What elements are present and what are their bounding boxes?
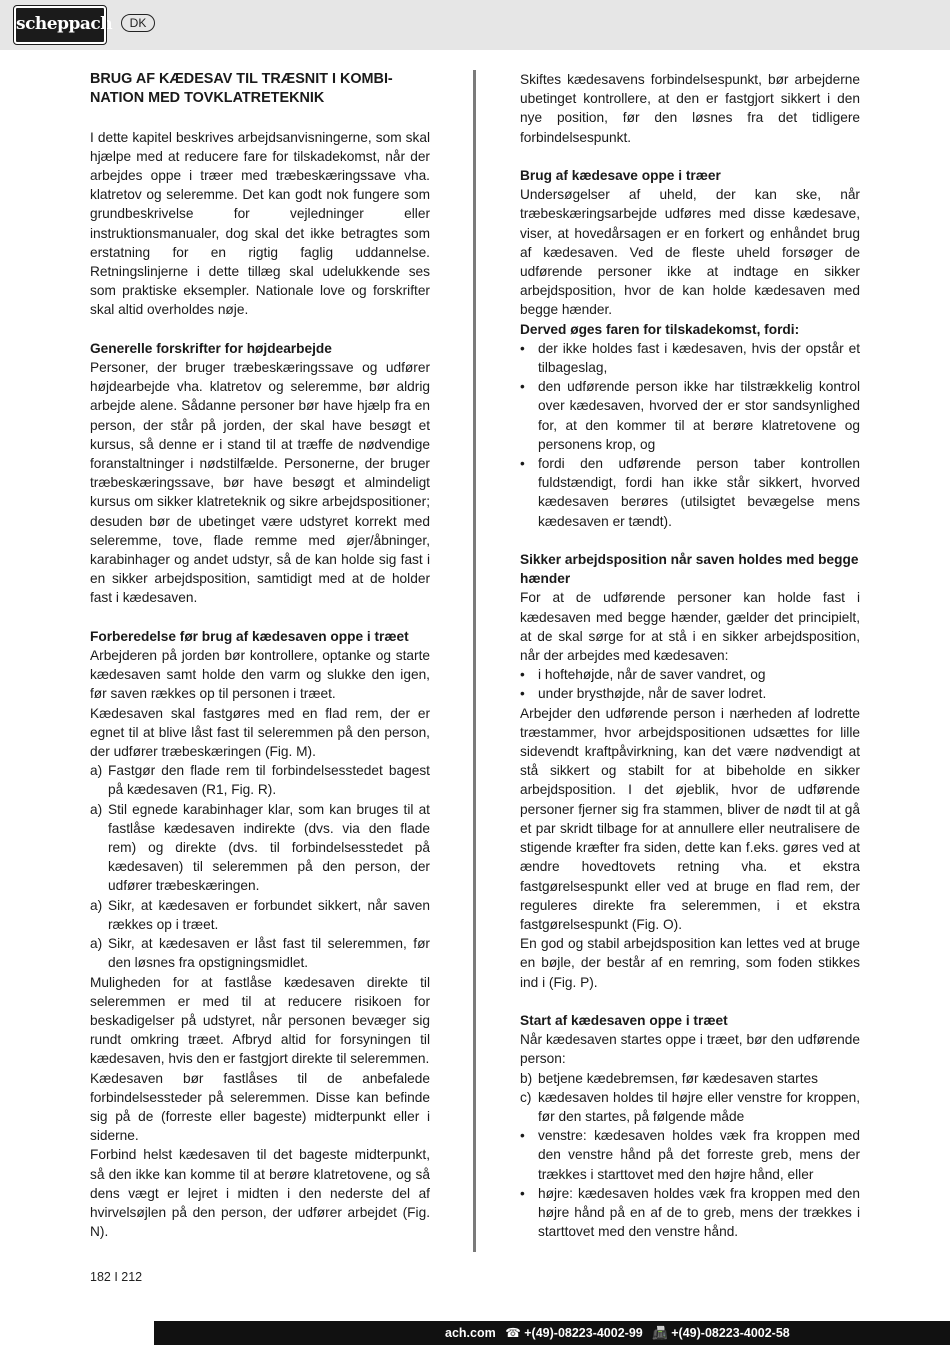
list-item <box>520 665 860 684</box>
list-text: der ikke holdes fast i kædesaven, hvis der opstår et tilbageslag, <box>538 340 860 376</box>
list-text: Sikr, at kædesaven er låst fast til seleremmen, før den løsnes fra opstigningsmidlet. <box>108 936 430 971</box>
safe-paragraph: For at de udførende personer kan holde fast i kædesaven med begge hænder, gælder det principielt, at de skal sørge for at stå i en sikker arbejdsposition, når der arbejdes med kædesaven: <box>520 590 860 664</box>
change-paragraph: Skiftes kædesavens forbindelsespunkt, bør arbejderne ubetinget kontrollere, at den er fastgjort sikkert i den nye position, før den løsnes fra det tidligere forbindelsespunkt. <box>520 72 860 145</box>
list-item <box>90 896 430 934</box>
safe-paragraph-3: En god og stabil arbejdsposition kan lettes ved at bruge en bøjle, der består af en remring, som foden stikkes ind i (Fig. P). <box>520 936 860 990</box>
list-item <box>520 1088 860 1126</box>
section-title: BRUG AF KÆDESAV TIL TRÆSNIT I KOMBI-NATION MED TOVKLATRETEKNIK <box>90 71 393 107</box>
bullet-marker: • <box>520 686 525 702</box>
list-text: kædesaven holdes til højre eller venstre for kroppen, før den startes, på følgende måde <box>538 1089 860 1124</box>
prep-heading: Forberedelse før brug af kædesaven oppe i træet <box>90 628 409 644</box>
prep-paragraph-2: Kædesaven skal fastgøres med en flad rem, der er egnet til at blive låst fast til seleremmen på den person, der udfører træbeskæringen (Fig. M). <box>90 705 430 760</box>
list-marker: b) <box>520 1070 533 1086</box>
prep-paragraph-5: Forbind helst kædesaven til det bageste midterpunkt, så den ikke kan komme til at berøre klatretovene, og så dens vægt er lejret i midten i den nederste del af hvirvelsøjlen på den person, der udfører arbejdet (Fig. N). <box>90 1147 430 1240</box>
list-text: i hoftehøjde, når de saver vandret, og <box>538 667 766 683</box>
list-text: fordi den udførende person taber kontrollen fuldstændigt, fordi han ikke står sikkert, hvorved kædesaven berøres (utilsigtet bevægelse mens kædesaven er tændt). <box>538 456 860 529</box>
list-marker: a) <box>90 763 103 779</box>
list-item <box>90 800 430 896</box>
use-heading: Brug af kædesave oppe i træer <box>520 168 721 183</box>
page-number: 182 I 212 <box>90 1270 143 1284</box>
prep-paragraph-1: Arbejderen på jorden bør kontrollere, optanke og starte kædesaven samt holde den varm og slukke den igen, før saven rækkes op til personen i træet. <box>90 648 430 702</box>
website-text: ach.com <box>445 1326 496 1340</box>
risk-heading: Derved øges faren for tilskadekomst, fordi: <box>520 321 800 337</box>
list-item <box>520 454 860 531</box>
list-item <box>520 684 860 703</box>
intro-paragraph: I dette kapitel beskrives arbejdsanvisningerne, som skal hjælpe med at reducere fare for tilskadekomst, når der arbejdes oppe i træer med træbeskæringssave vha. klatretov og seleremme. Det kan godt nok fungere som grundbeskrivelse for vejledninger eller instruktionsmanualer, dog skal det ikke betragtes som erstatning for en rigtig faglig uddannelse. Retningslinjerne i dette tillæg skal udelukkende ses som praktiske eksempler. Nationale love og forskrifter skal altid overholdes nøje. <box>90 129 430 318</box>
list-text: højre: kædesaven holdes væk fra kroppen med den højre hånd på en af de to greb, mens der trækkes i starttovet med den venstre hånd. <box>538 1185 860 1240</box>
bullet-marker: • <box>520 1185 525 1201</box>
list-item <box>520 1126 860 1184</box>
list-item <box>520 339 860 377</box>
use-paragraph: Undersøgelser af uheld, der kan ske, når træbeskæringsarbejde udføres med disse kædesave, viser, at hovedårsagen er en forkert og enhåndet brug af kædesaven. Ved de fleste uheld forsøger de udførende personer ikke at indtage en sikker arbejdsposition, hvor de kan holde kædesaven med begge hænder. <box>520 187 860 318</box>
phone-text: ☎ +(49)-08223-4002-99 <box>505 1326 643 1340</box>
prep-paragraph-3: Muligheden for at fastlåse kædesaven direkte til seleremmen er med til at reducere risikoen for beskadigelser på udstyret, når personen bevæger sig rundt omkring træet. Afbryd altid for forsyningen til kædesaven, hvis den er fastgjort direkte til seleremmen. <box>90 974 430 1067</box>
list-text: under brysthøjde, når de saver lodret. <box>538 686 767 702</box>
bullet-marker: • <box>520 667 525 683</box>
start-paragraph: Når kædesaven startes oppe i træet, bør den udførende person: <box>520 1032 860 1067</box>
list-item <box>520 1069 860 1088</box>
bullet-marker: • <box>520 340 525 356</box>
footer-bar <box>0 1321 950 1345</box>
list-text: den udførende person ikke har tilstrækkelig kontrol over kædesaven, hvorved der er stor sandsynlighed for, at den kommer til at berøre klatretovene og personens krop, og <box>538 379 860 452</box>
prep-paragraph-4: Kædesaven bør fastlåses til de anbefalede forbindelsessteder på seleremmen. Disse kan befinde sig på de (forreste eller bageste) midterpunkt eller i siderne. <box>90 1070 430 1144</box>
bullet-marker: • <box>520 379 525 395</box>
contact-info <box>445 1324 796 1342</box>
list-marker: c) <box>520 1089 532 1105</box>
column-divider <box>473 70 476 1252</box>
list-text: Sikr, at kædesaven er forbundet sikkert, når saven rækkes op i træet. <box>108 897 430 932</box>
list-item <box>520 377 860 454</box>
list-text: Stil egnede karabinhager klar, som kan bruges til at fastlåse kædesaven indirekte (dvs. via den flade rem) og direkte (dvs. til forbindelsesstedet på kædesaven) til seleremmen på den person, der udfører træbeskæringen. <box>108 801 430 894</box>
list-text: betjene kædebremsen, før kædesaven startes <box>538 1070 818 1086</box>
left-column <box>90 70 430 1241</box>
general-heading: Generelle forskrifter for højdearbejde <box>90 340 332 356</box>
list-text: Fastgør den flade rem til forbindelsesstedet bagest på kædesaven (R1, Fig. R). <box>108 763 430 798</box>
brand-logo: scheppach <box>14 6 106 44</box>
safe-paragraph-2: Arbejder den udførende person i nærheden af lodrette træstammer, hvor arbejdspositionen udsættes for lille sidevendt kraftpåvirkning, kan det være nødvendigt at stå sikkert og stabilt for at bibeholde en sikker arbejdsposition. I det øjeblik, hvor de udførende personer fjerner sig fra stammen, bliver de nødt til at gå et par skridt tilbage for at annullere eller neutralisere de stigende kræfter fra siden, dette kan f.eks. gøres ved at ændre hovedtovets retning vha. et ekstra fastgørelsespunkt eller ved at bruge en flad rem, der reguleres direkte fra seleremmen, i et ekstra fastgørelsespunkt (Fig. O). <box>520 705 860 932</box>
list-item <box>90 934 430 972</box>
safe-heading: Sikker arbejdsposition når saven holdes med begge hænder <box>520 552 859 587</box>
list-item <box>520 1184 860 1242</box>
general-paragraph: Personer, der bruger træbeskæringssave og udfører højdearbejde vha. klatretov og seleremme, bør aldrig arbejde alene. Sådanne personer bør have hjælp fra en person, der står på jorden, der skal have besøgt et kursus, så denne er i stand til at træffe de nødvendige foranstaltninger i nødstilfælde. Personerne, der bruger træbeskæringssave, bør have besøgt et almindeligt kursus om sikker klatreteknik og sikre arbejdspositioner; desuden bør de ubetinget være udstyret korrekt med seleremme, tove, flade remme med øjer/åbninger, karabinhager og andet udstyr, så de kan holde sig fast i en sikker arbejdsposition, samtidigt med at de holder fast i kædesaven. <box>90 360 430 606</box>
fax-text: 📠 +(49)-08223-4002-58 <box>652 1326 790 1340</box>
list-marker: a) <box>90 936 103 952</box>
bullet-marker: • <box>520 456 525 472</box>
language-badge: DK <box>121 14 155 32</box>
list-marker: a) <box>90 897 103 913</box>
start-heading: Start af kædesaven oppe i træet <box>520 1012 728 1028</box>
list-item <box>90 761 430 799</box>
footer-white-block <box>0 1321 154 1345</box>
list-marker: a) <box>90 801 103 817</box>
right-column <box>520 70 860 1241</box>
list-text: venstre: kædesaven holdes væk fra kroppen med den venstre hånd på det forreste greb, mens der trækkes i starttovet med den højre hånd, eller <box>538 1128 860 1182</box>
header-bar <box>0 0 950 50</box>
bullet-marker: • <box>520 1128 525 1144</box>
